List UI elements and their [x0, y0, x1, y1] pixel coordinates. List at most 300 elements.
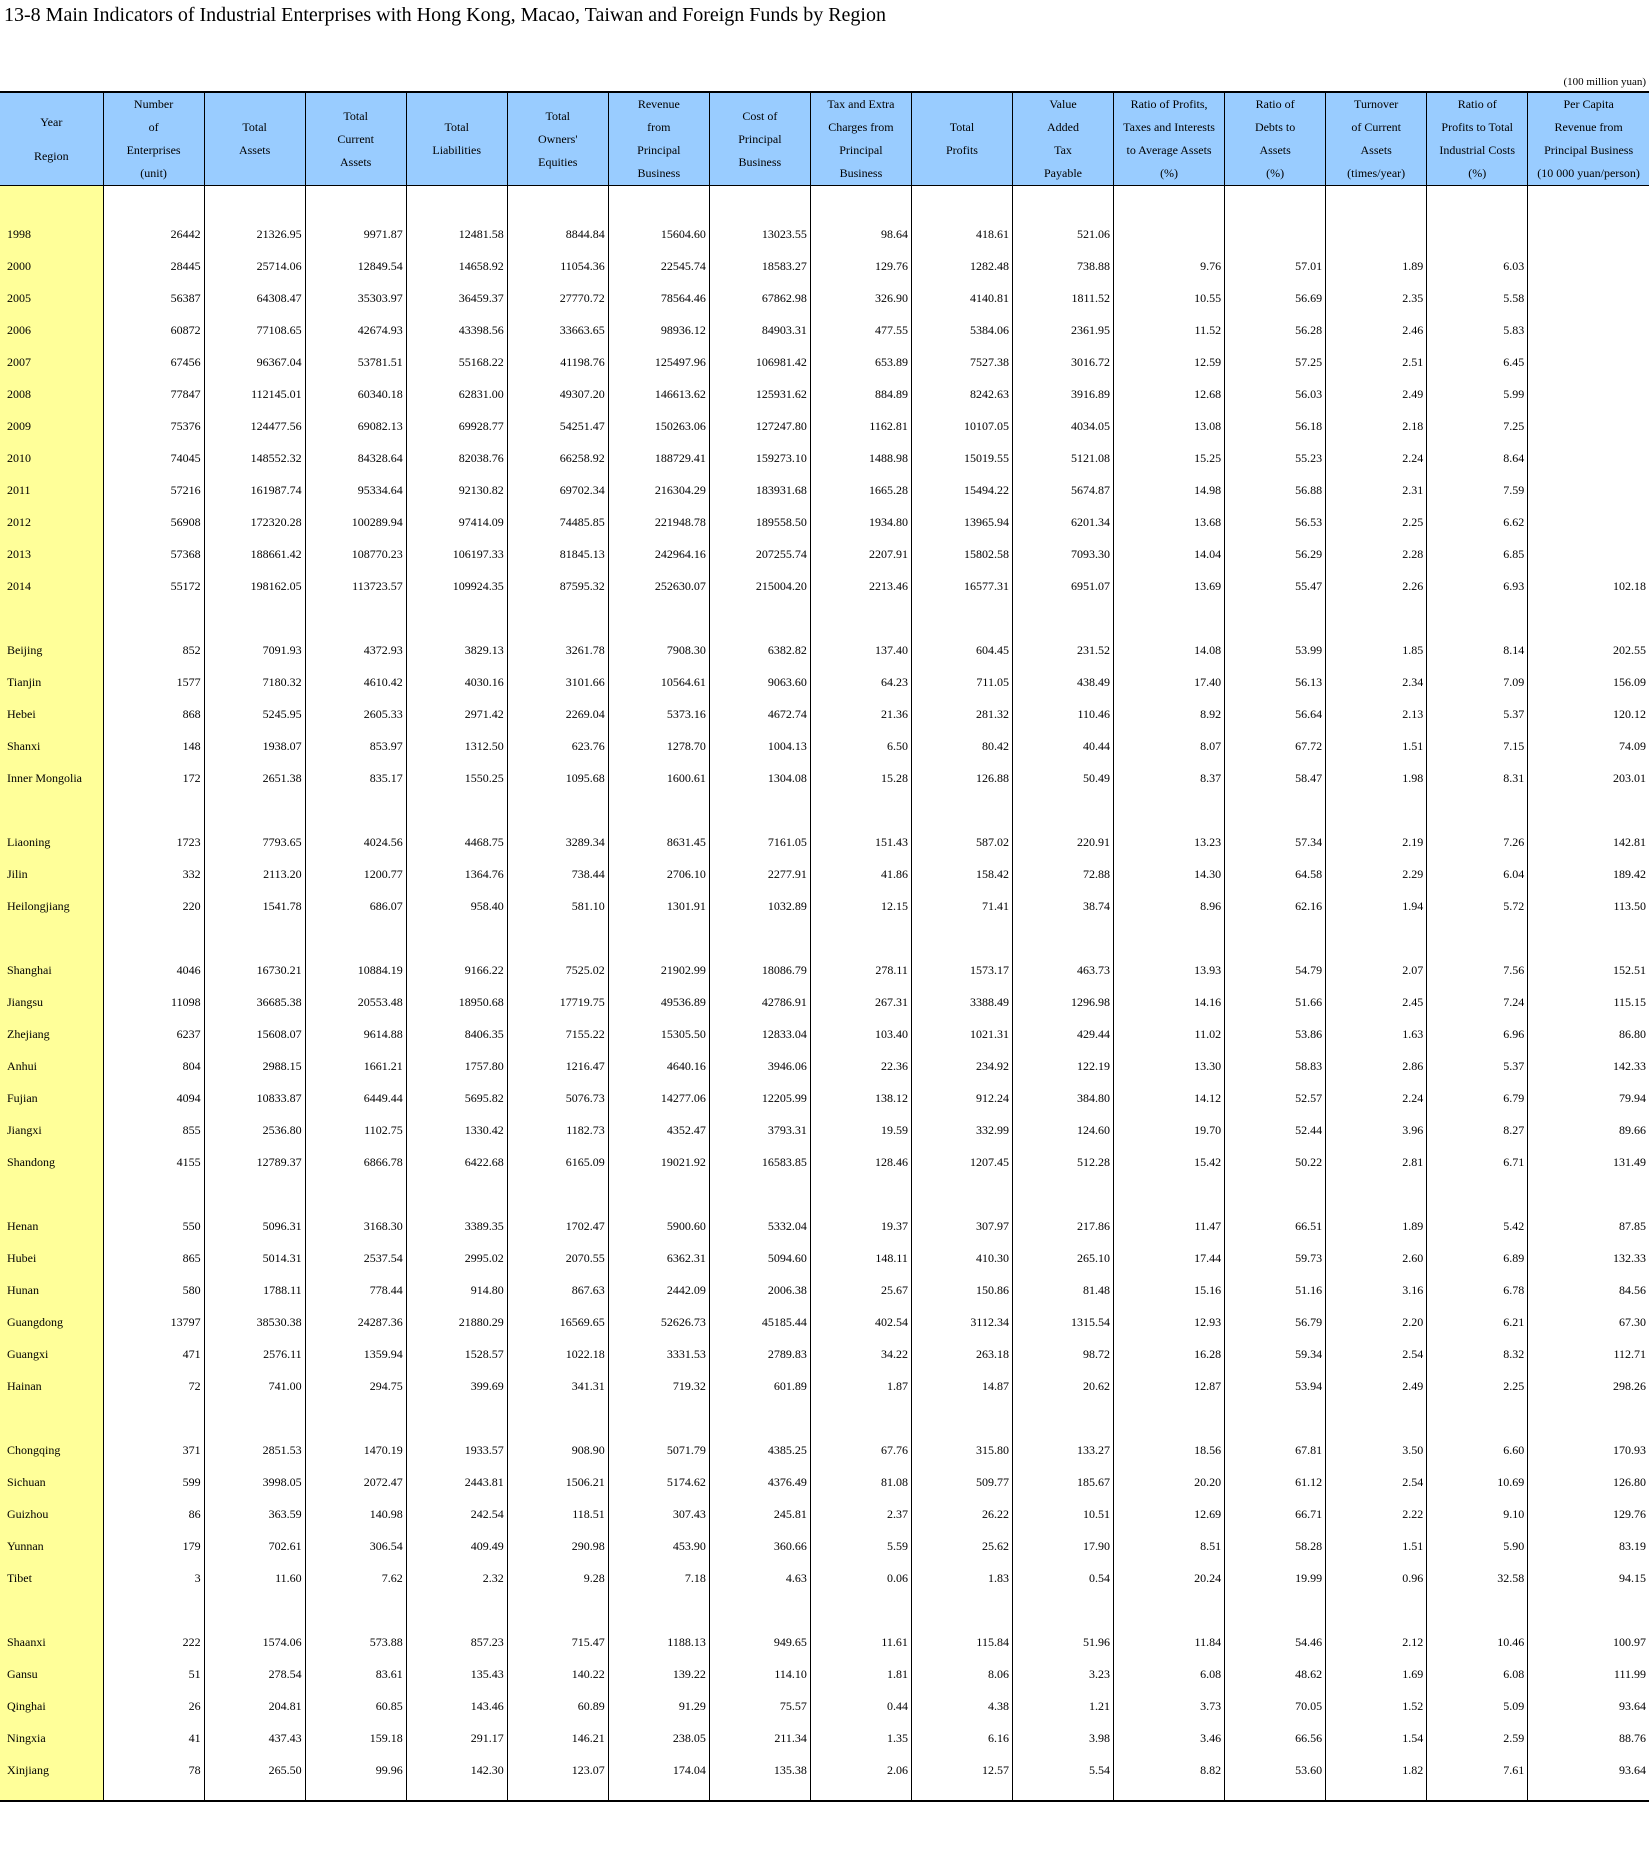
spacer-cell [305, 794, 406, 826]
data-cell: 131.49 [1528, 1146, 1649, 1178]
column-header-line: Assets [238, 143, 271, 157]
spacer-cell [1114, 1786, 1225, 1801]
data-cell: 3.50 [1326, 1434, 1427, 1466]
data-cell: 75.57 [709, 1690, 810, 1722]
column-header-line: Revenue [637, 97, 680, 111]
table-row [0, 1050, 1649, 1082]
data-cell: 60340.18 [305, 378, 406, 410]
data-cell: 74485.85 [507, 506, 608, 538]
data-cell: 91.29 [608, 1690, 709, 1722]
data-cell: 4468.75 [406, 826, 507, 858]
spacer-cell [204, 794, 305, 826]
spacer-cell [1427, 1786, 1528, 1801]
data-cell: 132.33 [1528, 1242, 1649, 1274]
data-cell: 189558.50 [709, 506, 810, 538]
data-cell: 14.30 [1114, 858, 1225, 890]
table-row [0, 634, 1649, 666]
spacer-cell [1225, 922, 1326, 954]
data-cell: 1282.48 [911, 250, 1012, 282]
spacer-cell [1225, 1786, 1326, 1801]
data-cell: 15.42 [1114, 1146, 1225, 1178]
data-cell: 142.30 [406, 1754, 507, 1786]
spacer-cell [1114, 1594, 1225, 1626]
column-header [1427, 92, 1528, 186]
column-header-line: Total [949, 120, 975, 134]
spacer-cell [709, 1402, 810, 1434]
data-cell: 54.79 [1225, 954, 1326, 986]
spacer-cell [406, 1594, 507, 1626]
column-header-line: Profits to Total [1441, 120, 1514, 134]
data-cell: 298.26 [1528, 1370, 1649, 1402]
data-cell [1528, 442, 1649, 474]
row-label: Beijing [0, 634, 103, 666]
data-cell: 211.34 [709, 1722, 810, 1754]
data-cell: 10564.61 [608, 666, 709, 698]
data-cell: 69702.34 [507, 474, 608, 506]
row-label: Shanxi [0, 730, 103, 762]
data-cell: 2207.91 [810, 538, 911, 570]
data-cell: 9.28 [507, 1562, 608, 1594]
data-cell: 12849.54 [305, 250, 406, 282]
data-cell: 8.37 [1114, 762, 1225, 794]
data-cell: 72.88 [1012, 858, 1113, 890]
data-cell: 5.37 [1427, 1050, 1528, 1082]
row-label: 2014 [0, 570, 103, 602]
data-cell: 715.47 [507, 1626, 608, 1658]
data-cell: 5096.31 [204, 1210, 305, 1242]
data-cell: 332 [182, 866, 201, 881]
data-cell: 3946.06 [709, 1050, 810, 1082]
data-cell: 1304.08 [709, 762, 810, 794]
spacer-cell [507, 1402, 608, 1434]
data-cell: 653.89 [810, 346, 911, 378]
spacer-cell [1012, 794, 1113, 826]
data-cell: 2.49 [1326, 1370, 1427, 1402]
spacer-cell [1012, 602, 1113, 634]
data-cell: 852 [182, 642, 201, 657]
data-cell: 7.62 [305, 1562, 406, 1594]
data-cell: 128.46 [810, 1146, 911, 1178]
data-cell: 10.69 [1427, 1466, 1528, 1498]
data-cell: 1364.76 [406, 858, 507, 890]
data-cell: 5.99 [1427, 378, 1528, 410]
data-cell: 159.18 [305, 1722, 406, 1754]
data-cell: 3998.05 [204, 1466, 305, 1498]
data-cell: 2006.38 [709, 1274, 810, 1306]
data-cell: 8.82 [1114, 1754, 1225, 1786]
data-cell: 509.77 [911, 1466, 1012, 1498]
data-cell: 7155.22 [507, 1018, 608, 1050]
column-header [507, 92, 608, 186]
data-cell: 203.01 [1528, 762, 1649, 794]
data-cell: 16577.31 [911, 570, 1012, 602]
data-cell: 40.44 [1012, 730, 1113, 762]
row-label: Heilongjiang [0, 890, 103, 922]
data-cell: 7.26 [1427, 826, 1528, 858]
data-cell: 7.61 [1427, 1754, 1528, 1786]
spacer-cell [103, 1786, 204, 1801]
row-label: 2011 [0, 474, 103, 506]
data-cell: 2.31 [1326, 474, 1427, 506]
data-cell: 8631.45 [608, 826, 709, 858]
spacer-cell [608, 1786, 709, 1801]
data-cell: 19.70 [1114, 1114, 1225, 1146]
spacer-cell [608, 602, 709, 634]
data-cell: 21902.99 [608, 954, 709, 986]
data-cell: 7527.38 [911, 346, 1012, 378]
data-cell: 6201.34 [1012, 506, 1113, 538]
column-header-line: Principal Business [1544, 143, 1634, 157]
table-row [0, 890, 1649, 922]
data-cell: 26.22 [911, 1498, 1012, 1530]
spacer-cell [204, 1178, 305, 1210]
data-cell: 6449.44 [305, 1082, 406, 1114]
data-cell: 8.14 [1427, 634, 1528, 666]
data-cell: 2070.55 [507, 1242, 608, 1274]
column-header-line: (%) [1266, 166, 1285, 180]
data-cell: 1938.07 [204, 730, 305, 762]
data-cell: 278.54 [204, 1658, 305, 1690]
data-cell: 2.45 [1326, 986, 1427, 1018]
spacer-cell [204, 602, 305, 634]
spacer-cell [1225, 1594, 1326, 1626]
data-cell: 146613.62 [608, 378, 709, 410]
spacer-cell [103, 922, 204, 954]
data-cell: 4640.16 [608, 1050, 709, 1082]
spacer-cell [911, 1402, 1012, 1434]
spacer-cell [1225, 186, 1326, 219]
spacer-cell [507, 186, 608, 219]
data-cell: 1216.47 [507, 1050, 608, 1082]
data-cell: 4.63 [709, 1562, 810, 1594]
data-cell: 5.42 [1427, 1210, 1528, 1242]
column-header-line: Total [242, 120, 267, 134]
data-cell: 267.31 [810, 986, 911, 1018]
spacer-row [0, 1594, 1649, 1626]
data-cell: 234.92 [911, 1050, 1012, 1082]
column-header-line: Ratio of [1457, 97, 1497, 111]
spacer-cell [1012, 1178, 1113, 1210]
data-cell: 14.04 [1114, 538, 1225, 570]
spacer-cell [709, 602, 810, 634]
data-cell: 133.27 [1012, 1434, 1113, 1466]
data-cell: 7793.65 [204, 826, 305, 858]
data-cell: 83.61 [305, 1658, 406, 1690]
data-cell: 1359.94 [305, 1338, 406, 1370]
data-cell: 7525.02 [507, 954, 608, 986]
spacer-cell [608, 922, 709, 954]
spacer-cell [911, 602, 1012, 634]
data-cell: 265.10 [1012, 1242, 1113, 1274]
data-cell: 0.54 [1012, 1562, 1113, 1594]
data-cell: 8242.63 [911, 378, 1012, 410]
data-cell: 93.64 [1528, 1690, 1649, 1722]
data-cell: 13797 [170, 1314, 201, 1329]
table-row [0, 826, 1649, 858]
data-cell: 1.69 [1326, 1658, 1427, 1690]
spacer-cell [0, 922, 103, 954]
data-cell: 2.26 [1326, 570, 1427, 602]
data-cell: 1.81 [810, 1658, 911, 1690]
column-header [204, 92, 305, 186]
data-cell: 6.79 [1427, 1082, 1528, 1114]
data-cell: 3.96 [1326, 1114, 1427, 1146]
data-cell: 13965.94 [911, 506, 1012, 538]
data-cell: 78564.46 [608, 282, 709, 314]
data-cell: 306.54 [305, 1530, 406, 1562]
data-cell: 410.30 [911, 1242, 1012, 1274]
column-header-line: Region [33, 149, 69, 163]
column-header-line: (10 000 yuan/person) [1537, 166, 1640, 180]
data-cell: 67.81 [1225, 1434, 1326, 1466]
data-cell: 216304.29 [608, 474, 709, 506]
data-cell: 13.23 [1114, 826, 1225, 858]
data-cell: 56.53 [1225, 506, 1326, 538]
column-header-line: Current [337, 131, 374, 146]
table-row [0, 1626, 1649, 1658]
table-row [0, 1498, 1649, 1530]
table-row [0, 666, 1649, 698]
column-header [608, 92, 709, 186]
data-cell: 222 [182, 1634, 201, 1649]
data-cell: 87.85 [1528, 1210, 1649, 1242]
data-cell: 25.67 [810, 1274, 911, 1306]
data-cell: 2.60 [1326, 1242, 1427, 1274]
column-header-line: (%) [1468, 166, 1487, 180]
data-cell: 41.86 [810, 858, 911, 890]
spacer-cell [204, 1594, 305, 1626]
data-cell: 326.90 [810, 282, 911, 314]
data-cell: 78 [188, 1762, 201, 1777]
spacer-cell [1528, 602, 1649, 634]
data-cell: 1933.57 [406, 1434, 507, 1466]
data-cell: 14277.06 [608, 1082, 709, 1114]
spacer-cell [608, 1402, 709, 1434]
spacer-cell [709, 186, 810, 219]
data-cell: 14.08 [1114, 634, 1225, 666]
row-label: Henan [0, 1210, 103, 1242]
data-cell: 2.54 [1326, 1338, 1427, 1370]
spacer-cell [0, 1594, 103, 1626]
spacer-cell [911, 186, 1012, 219]
column-header [810, 92, 911, 186]
data-cell: 1.83 [911, 1562, 1012, 1594]
data-cell: 4.38 [911, 1690, 1012, 1722]
data-cell: 573.88 [305, 1626, 406, 1658]
data-cell: 124.60 [1012, 1114, 1113, 1146]
data-cell: 3.73 [1114, 1690, 1225, 1722]
column-header-line: of Current [1351, 120, 1401, 134]
data-cell: 20.24 [1114, 1562, 1225, 1594]
data-cell: 1.21 [1012, 1690, 1113, 1722]
data-cell: 1207.45 [911, 1146, 1012, 1178]
data-cell: 1032.89 [709, 890, 810, 922]
data-cell: 69082.13 [305, 410, 406, 442]
spacer-cell [1528, 794, 1649, 826]
data-cell: 170.93 [1528, 1434, 1649, 1466]
data-cell: 18583.27 [709, 250, 810, 282]
data-cell: 13.68 [1114, 506, 1225, 538]
data-cell: 64.23 [810, 666, 911, 698]
data-cell: 74.09 [1528, 730, 1649, 762]
data-cell: 738.44 [507, 858, 608, 890]
data-cell: 1.85 [1326, 634, 1427, 666]
data-cell: 6382.82 [709, 634, 810, 666]
table-row [0, 1690, 1649, 1722]
data-cell [1528, 282, 1649, 314]
data-cell: 67456 [170, 354, 201, 369]
spacer-cell [305, 186, 406, 219]
data-cell: 294.75 [305, 1370, 406, 1402]
data-cell: 16583.85 [709, 1146, 810, 1178]
data-cell: 15604.60 [608, 218, 709, 250]
spacer-row [0, 1178, 1649, 1210]
data-cell: 265.50 [204, 1754, 305, 1786]
spacer-cell [1225, 1178, 1326, 1210]
data-cell: 10.51 [1012, 1498, 1113, 1530]
data-cell: 9614.88 [305, 1018, 406, 1050]
data-cell: 142.33 [1528, 1050, 1649, 1082]
column-header [1114, 92, 1225, 186]
data-cell: 7093.30 [1012, 538, 1113, 570]
table-row [0, 282, 1649, 314]
data-cell: 4376.49 [709, 1466, 810, 1498]
data-cell: 6.08 [1114, 1658, 1225, 1690]
data-cell: 2269.04 [507, 698, 608, 730]
row-label: 2013 [0, 538, 103, 570]
data-cell: 56.13 [1225, 666, 1326, 698]
data-cell: 36459.37 [406, 282, 507, 314]
data-cell: 6362.31 [608, 1242, 709, 1274]
spacer-cell [608, 1178, 709, 1210]
spacer-cell [204, 1402, 305, 1434]
row-label: 2010 [0, 442, 103, 474]
column-header-line: Added [1047, 120, 1079, 134]
table-row [0, 986, 1649, 1018]
data-cell: 12.93 [1114, 1306, 1225, 1338]
data-cell: 152.51 [1528, 954, 1649, 986]
data-cell: 4155 [176, 1154, 201, 1169]
data-cell: 124477.56 [204, 410, 305, 442]
spacer-cell [507, 602, 608, 634]
data-cell: 1301.91 [608, 890, 709, 922]
data-cell: 1162.81 [810, 410, 911, 442]
table-body [0, 186, 1649, 1802]
data-cell [1427, 218, 1528, 250]
spacer-cell [810, 1594, 911, 1626]
row-label: 2000 [0, 250, 103, 282]
data-cell: 41 [188, 1730, 201, 1745]
data-cell: 102.18 [1528, 570, 1649, 602]
data-cell: 106197.33 [406, 538, 507, 570]
data-cell: 1296.98 [1012, 986, 1113, 1018]
data-cell: 3101.66 [507, 666, 608, 698]
data-cell: 6.03 [1427, 250, 1528, 282]
spacer-cell [305, 922, 406, 954]
column-header-line: Business [637, 166, 681, 180]
spacer-cell [709, 1786, 810, 1801]
data-cell: 48.62 [1225, 1658, 1326, 1690]
data-cell: 263.18 [911, 1338, 1012, 1370]
column-header-line: Total [444, 120, 469, 134]
data-cell: 18086.79 [709, 954, 810, 986]
data-cell: 66258.92 [507, 442, 608, 474]
data-cell: 1200.77 [305, 858, 406, 890]
column-header-line: Principal [738, 131, 782, 146]
row-label: Shandong [0, 1146, 103, 1178]
table-row [0, 1370, 1649, 1402]
data-cell: 6.45 [1427, 346, 1528, 378]
data-cell: 3331.53 [608, 1338, 709, 1370]
data-cell: 463.73 [1012, 954, 1113, 986]
data-cell: 137.40 [810, 634, 911, 666]
data-cell: 54.46 [1225, 1626, 1326, 1658]
data-cell: 151.43 [810, 826, 911, 858]
data-cell: 2789.83 [709, 1338, 810, 1370]
data-cell: 52.57 [1225, 1082, 1326, 1114]
data-cell: 5094.60 [709, 1242, 810, 1274]
data-cell: 139.22 [608, 1658, 709, 1690]
data-cell: 74045 [170, 450, 201, 465]
spacer-cell [1114, 922, 1225, 954]
table-row [0, 1466, 1649, 1498]
table-row [0, 538, 1649, 570]
spacer-cell [1326, 922, 1427, 954]
data-cell: 12833.04 [709, 1018, 810, 1050]
spacer-cell [911, 922, 1012, 954]
data-cell: 9063.60 [709, 666, 810, 698]
column-header-line: Business [738, 154, 782, 169]
data-cell: 7180.32 [204, 666, 305, 698]
data-cell: 252630.07 [608, 570, 709, 602]
data-cell: 118.51 [507, 1498, 608, 1530]
data-cell: 804 [182, 1058, 201, 1073]
data-cell: 7.09 [1427, 666, 1528, 698]
spacer-cell [608, 186, 709, 219]
table-row [0, 474, 1649, 506]
indicators-table [0, 91, 1649, 1802]
data-cell: 111.99 [1528, 1658, 1649, 1690]
data-cell: 148 [182, 738, 201, 753]
data-cell: 2213.46 [810, 570, 911, 602]
data-cell: 1528.57 [406, 1338, 507, 1370]
data-cell [1528, 346, 1649, 378]
spacer-cell [507, 922, 608, 954]
column-header-line: Debts to [1254, 120, 1296, 134]
data-cell: 96367.04 [204, 346, 305, 378]
row-label: Shanghai [0, 954, 103, 986]
spacer-cell [406, 1786, 507, 1801]
data-cell: 28445 [170, 258, 201, 273]
data-cell: 55168.22 [406, 346, 507, 378]
data-cell: 867.63 [507, 1274, 608, 1306]
data-cell: 11.84 [1114, 1626, 1225, 1658]
spacer-cell [305, 1786, 406, 1801]
data-cell [1326, 218, 1427, 250]
data-cell: 10107.05 [911, 410, 1012, 442]
row-label: Liaoning [0, 826, 103, 858]
data-cell: 242964.16 [608, 538, 709, 570]
data-cell: 4046 [176, 962, 201, 977]
data-cell: 3.16 [1326, 1274, 1427, 1306]
data-cell: 5.83 [1427, 314, 1528, 346]
data-cell: 1.89 [1326, 250, 1427, 282]
data-cell: 3389.35 [406, 1210, 507, 1242]
data-cell: 438.49 [1012, 666, 1113, 698]
spacer-cell [1326, 1178, 1427, 1210]
data-cell: 215004.20 [709, 570, 810, 602]
data-cell: 741.00 [204, 1370, 305, 1402]
